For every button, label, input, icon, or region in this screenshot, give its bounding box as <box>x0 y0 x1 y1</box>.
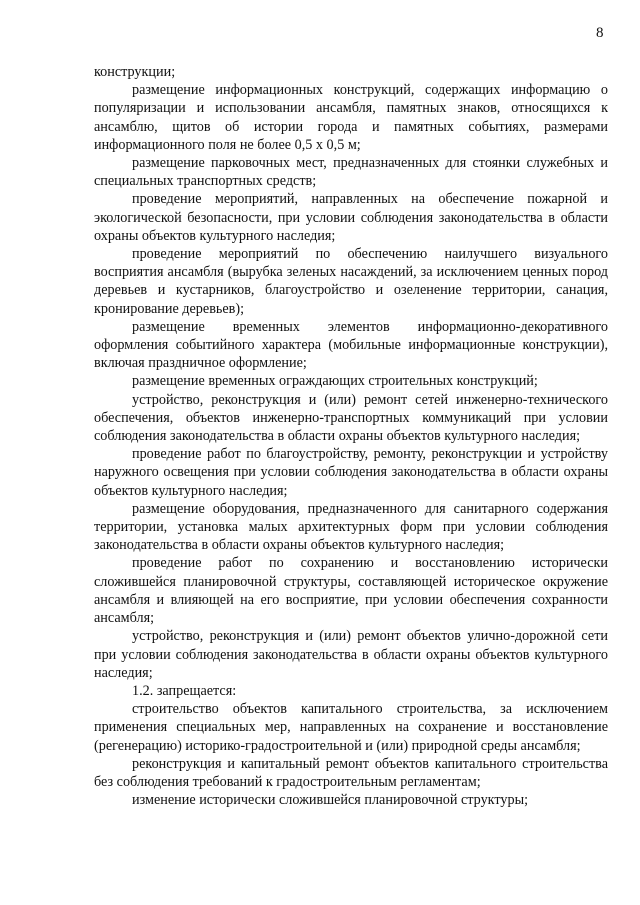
paragraph: устройство, реконструкция и (или) ремонт объектов улично-дорожной сети при условии соблюдения законодательства в области охраны объектов культурного наследия; <box>94 628 608 681</box>
paragraph: проведение мероприятий, направленных на обеспечение пожарной и экологической безопасности, при условии соблюдения законодательства в области охраны объектов культурного наследия; <box>94 191 608 244</box>
paragraph-continuation: конструкции; <box>94 64 176 80</box>
paragraph: размещение временных элементов информационно-декоративного оформления событийного характера (мобильные информационные конструкции), включая праздничное оформление; <box>94 318 608 372</box>
paragraph: изменение исторически сложившейся планировочной структуры; <box>132 792 529 809</box>
section-heading: 1.2. запрещается: <box>132 682 237 699</box>
paragraph: размещение оборудования, предназначенного для санитарного содержания территории, установка малых архитектурных форм при условии соблюдения законодательства в области охраны объектов культурного наследия; <box>94 500 608 554</box>
paragraph: устройство, реконструкция и (или) ремонт сетей инженерно-технического обеспечения, объектов инженерно-транспортных коммуникаций при условии соблюдения законодательства в области охраны объектов культурного наследия; <box>94 391 608 445</box>
paragraph: размещение временных ограждающих строительных конструкций; <box>132 373 538 390</box>
paragraph: строительство объектов капитального строительства, за исключением применения специальных мер, направленных на сохранение и восстановление (регенерацию) историко-градостроительной и (или) природной среды ансамбля; <box>94 701 608 754</box>
paragraph: проведение работ по сохранению и восстановлению исторически сложившейся планировочной структуры, составляющей историческое окружение ансамбля и влияющей на его восприятие, при условии обеспечения сохранности ансамбля; <box>94 555 608 627</box>
document-body <box>94 63 608 809</box>
paragraph: проведение мероприятий по обеспечению наилучшего визуального восприятия ансамбля (вырубка зеленых насаждений, за исключением ценных пород деревьев и кустарников, благоустройство и озеленение территории, санация, кронирование деревьев); <box>94 246 608 317</box>
page-number: 8 <box>596 25 604 41</box>
paragraph: реконструкция и капитальный ремонт объектов капитального строительства без соблюдения требований к градостроительным регламентам; <box>94 755 608 790</box>
paragraph: размещение парковочных мест, предназначенных для стоянки служебных и специальных транспортных средств; <box>94 155 608 190</box>
paragraph: проведение работ по благоустройству, ремонту, реконструкции и устройству наружного освещения при условии соблюдения законодательства в области охраны объектов культурного наследия; <box>94 446 608 499</box>
paragraph: размещение информационных конструкций, содержащих информацию о популяризации и использовании ансамбля, памятных знаков, относящихся к ансамблю, щитов об истории города и памятных событиях, размерами информационного поля не более 0,5 х 0,5 м; <box>94 82 608 153</box>
